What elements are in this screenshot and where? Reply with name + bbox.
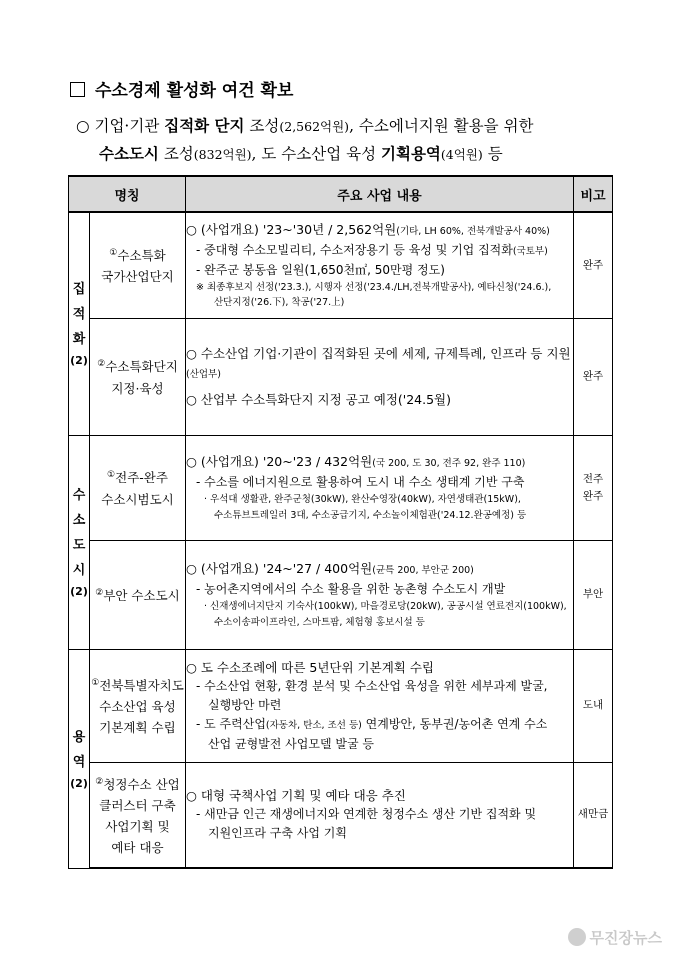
row-remark: 완주	[574, 318, 613, 435]
row-content: ○ (사업개요) '20~'23 / 432억원(국 200, 도 30, 전주 92, 완주 110) - 수소를 에너지원으로 활용하여 도시 내 수소 생태계 기반 구축 · 우석대 생활관, 완주군청(30kW), 완산수영장(40kW), 자연생태관(15kW), 수소튜브트레일러 3대, 수소공급기지, 수소놀이체험관('24.12.완공예정) 등	[186, 435, 574, 540]
row-remark: 완주	[574, 212, 613, 318]
group-cell-hydrogen-city: 수소도시 (2)	[69, 435, 90, 649]
table-row	[69, 212, 613, 318]
project-table	[68, 175, 613, 869]
table-row	[69, 318, 613, 435]
intro-paragraph: ○ 기업·기관 집적화 단지 조성(2,562억원), 수소에너지원 활용을 위한 수소도시 조성(832억원), 도 수소산업 육성 기획용역(4억원) 등	[76, 116, 534, 163]
table-header-row	[69, 176, 613, 212]
row-name: ①전주-완주 수소시범도시	[90, 435, 186, 540]
row-content: ○ 도 수소조례에 따른 5년단위 기본계획 수립 - 수소산업 현황, 환경 분석 및 수소산업 육성을 위한 세부과제 발굴, 실행방안 마련 - 도 주력산업(자동차, 탄소, 조선 등) 연계방안, 동부권/농어촌 연계 수소 산업 균형발전 사업모델 발굴 등	[186, 649, 574, 762]
header-name: 명칭	[69, 176, 186, 212]
row-name: ②청정수소 산업 클러스터 구축 사업기획 및 예타 대응	[90, 762, 186, 868]
row-remark: 전주 완주	[574, 435, 613, 540]
group-cell-service: 용역 (2)	[69, 649, 90, 868]
checkbox-square-icon	[70, 82, 85, 97]
group-cell-integration: 집적화 (2)	[69, 212, 90, 435]
news-logo-icon	[568, 928, 586, 946]
table-row	[69, 540, 613, 649]
row-name: ①수소특화 국가산업단지	[90, 212, 186, 318]
table-row	[69, 649, 613, 762]
header-remark: 비고	[574, 176, 613, 212]
row-remark: 새만금	[574, 762, 613, 868]
table-row	[69, 435, 613, 540]
row-content: ○ (사업개요) '24~'27 / 400억원(균특 200, 부안군 200) - 농어촌지역에서의 수소 활용을 위한 농촌형 수소도시 개발 · 신재생에너지단지 기숙사(100kW), 마을경로당(20kW), 공공시설 연료전지(100kW), 수소이송파이프라인, 스마트팜, 체험형 홍보시설 등	[186, 540, 574, 649]
row-name: ②부안 수소도시	[90, 540, 186, 649]
row-remark: 부안	[574, 540, 613, 649]
row-content: ○ 대형 국책사업 기획 및 예타 대응 추진 - 새만금 인근 재생에너지와 연계한 청정수소 생산 기반 집적화 및 지원인프라 구축 사업 기획	[186, 762, 574, 868]
row-name: ①전북특별자치도 수소산업 육성 기본계획 수립	[90, 649, 186, 762]
section-title: 수소경제 활성화 여건 확보	[70, 76, 293, 101]
row-name: ②수소특화단지 지정·육성	[90, 318, 186, 435]
row-remark: 도내	[574, 649, 613, 762]
row-content: ○ 수소산업 기업·기관이 집적화된 곳에 세제, 규제특례, 인프라 등 지원(산업부) ○ 산업부 수소특화단지 지정 공고 예정('24.5월)	[186, 318, 574, 435]
row-content: ○ (사업개요) '23~'30년 / 2,562억원(기타, LH 60%, 전북개발공사 40%) - 중대형 수소모빌리티, 수소저장용기 등 육성 및 기업 집적화(국토부) - 완주군 봉동읍 일원(1,650천㎡, 50만평 정도) ※ 최종후보지 선정('23.3.), 시행자 선정('23.4./LH,전북개발공사), 예타신청('24.6.), 산단지정('26.下), 착공('27.上)	[186, 212, 574, 318]
header-content: 주요 사업 내용	[186, 176, 574, 212]
watermark: 무진장뉴스	[568, 927, 662, 948]
table-row	[69, 762, 613, 868]
